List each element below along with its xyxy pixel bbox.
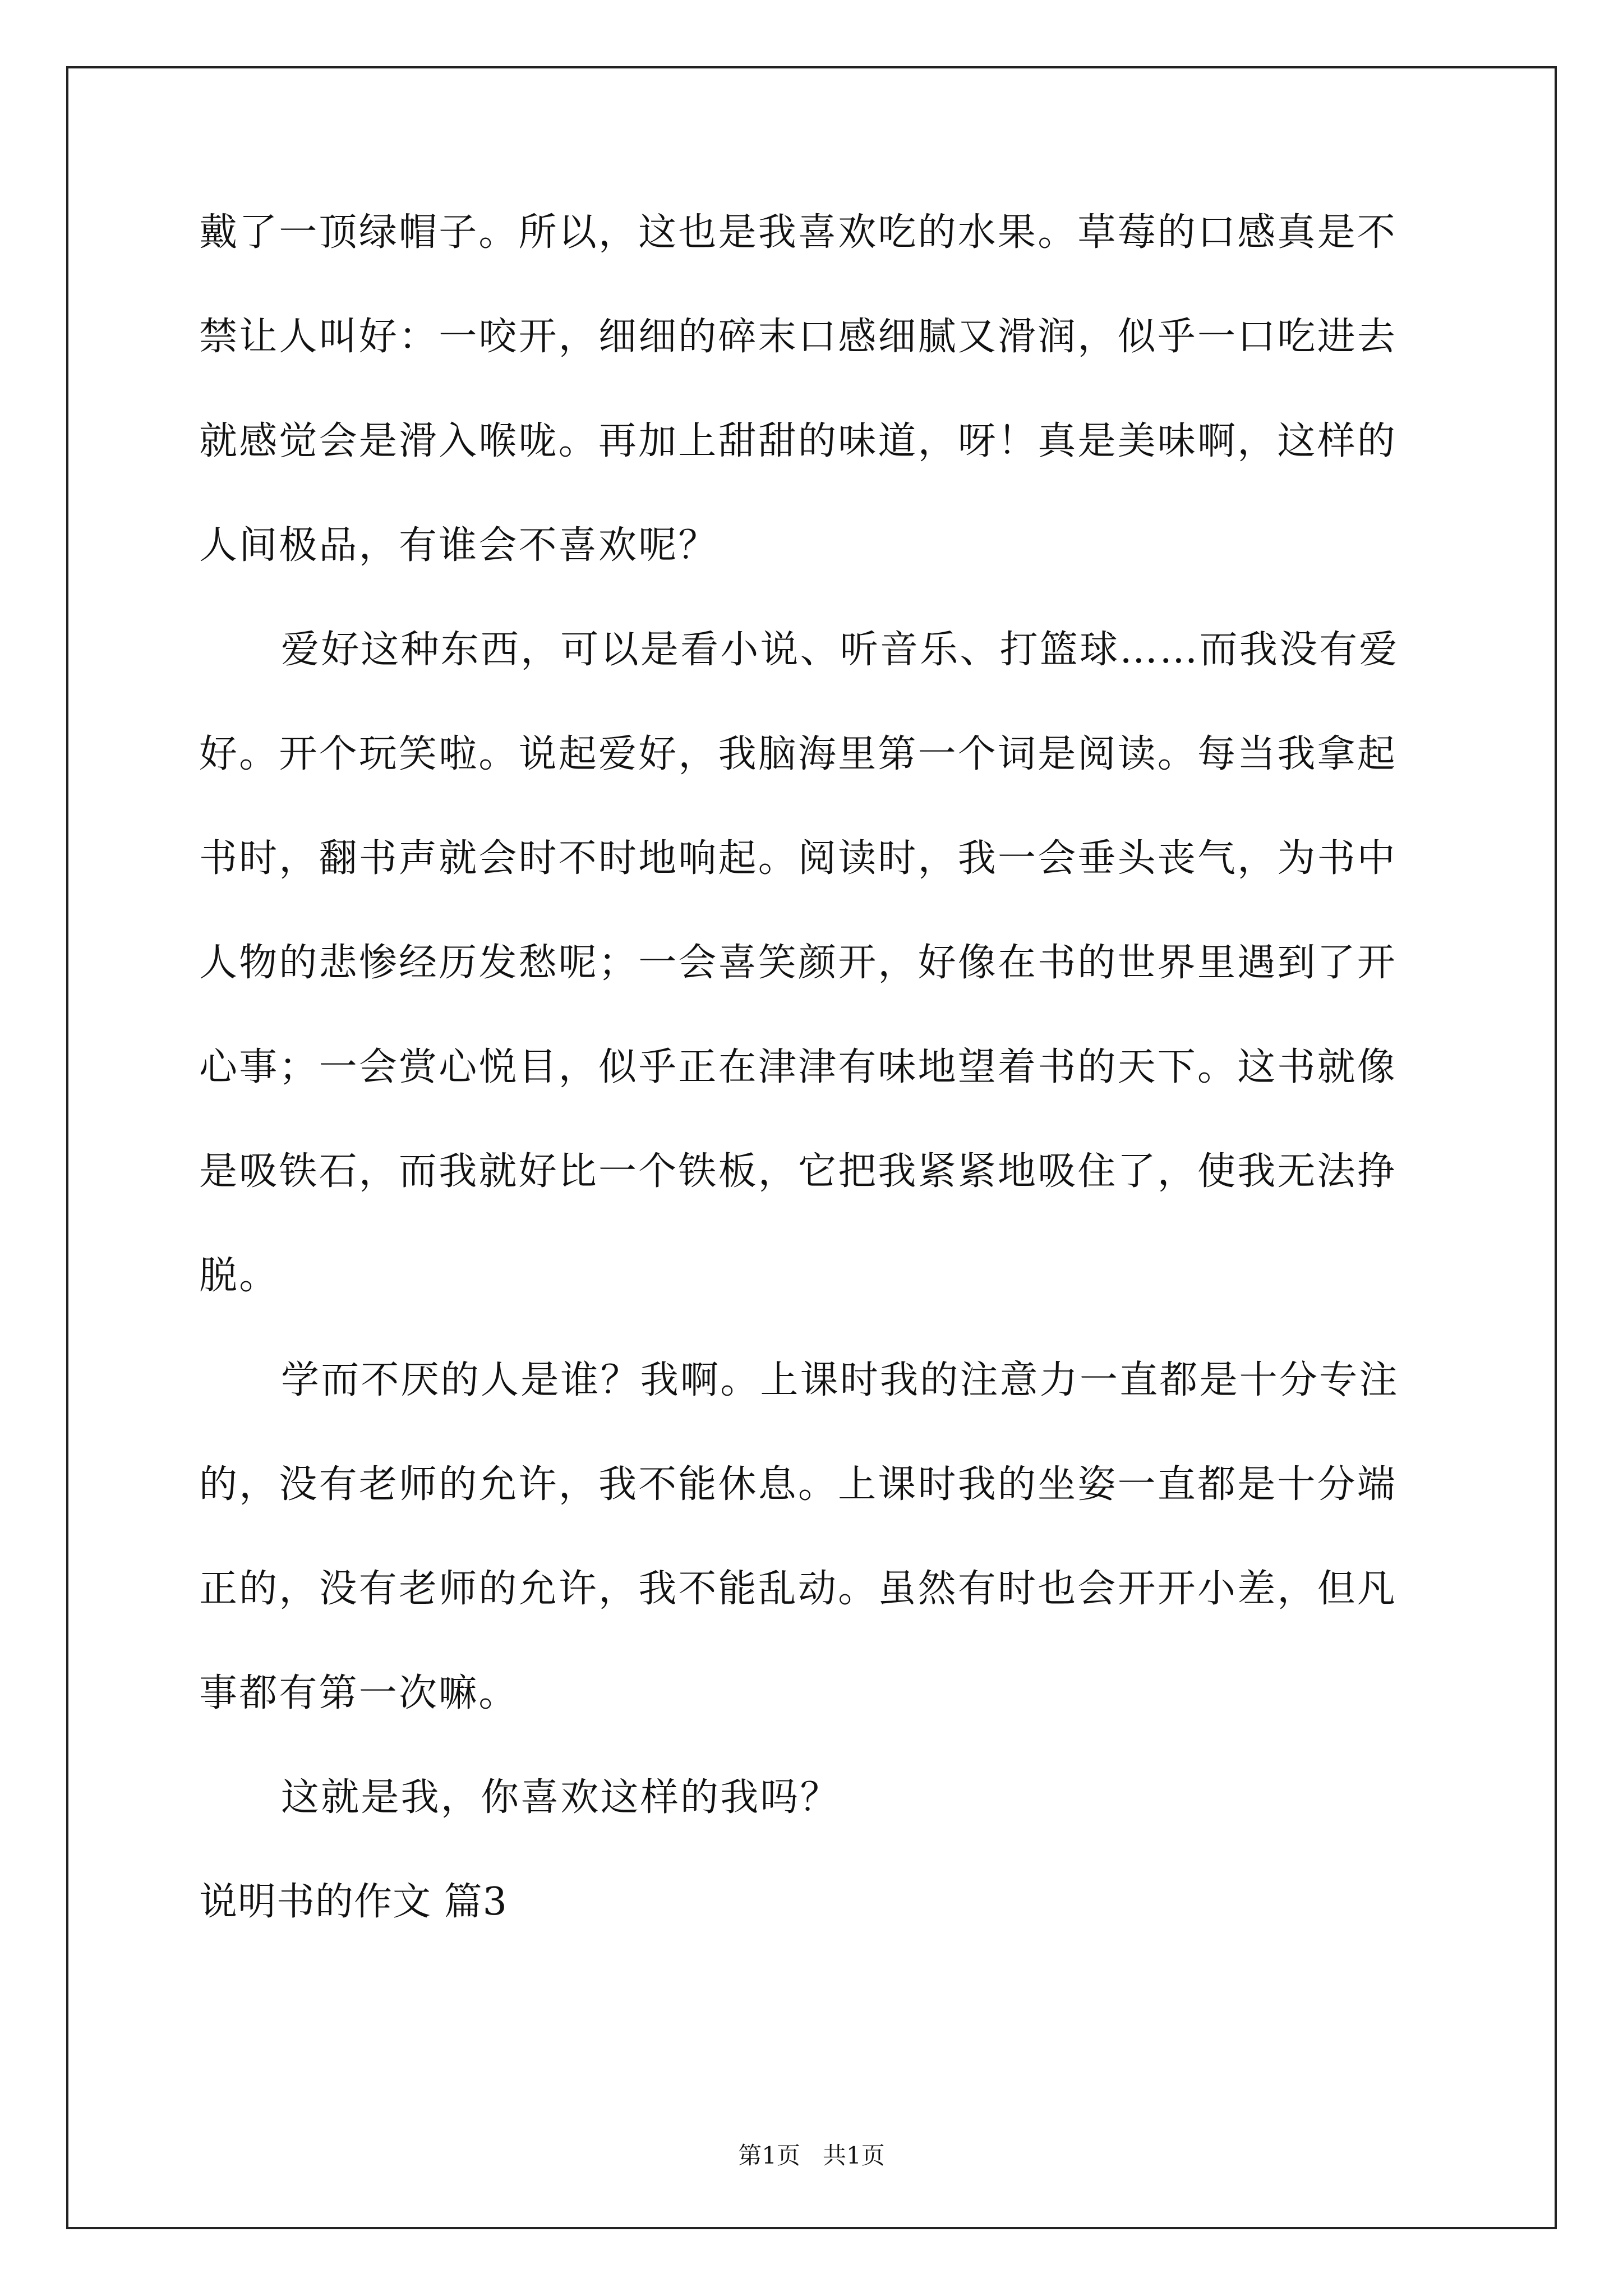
- body-line: 心事；一会赏心悦目，似乎正在津津有味地望着书的天下。这书就像: [199, 1045, 1398, 1089]
- body-line: 禁让人叫好：一咬开，细细的碎末口感细腻又滑润，似乎一口吃进去: [199, 315, 1398, 359]
- body-line: 就感觉会是滑入喉咙。再加上甜甜的味道，呀！真是美味啊，这样的: [199, 419, 1398, 463]
- body-line: 好。开个玩笑啦。说起爱好，我脑海里第一个词是阅读。每当我拿起: [199, 732, 1398, 776]
- body-line: 事都有第一次嘛。: [199, 1671, 519, 1715]
- body-line: 人间极品，有谁会不喜欢呢？: [199, 523, 718, 568]
- body-line: 人物的悲惨经历发愁呢；一会喜笑颜开，好像在书的世界里遇到了开: [199, 941, 1398, 985]
- paragraph-first-line: 这就是我，你喜欢这样的我吗？: [281, 1775, 840, 1820]
- paragraph-first-line: 爱好这种东西，可以是看小说、听音乐、打篮球……而我没有爱: [281, 628, 1399, 672]
- body-line: 正的，没有老师的允许，我不能乱动。虽然有时也会开开小差，但凡: [199, 1567, 1398, 1611]
- body-line: 是吸铁石，而我就好比一个铁板，它把我紧紧地吸住了，使我无法挣: [199, 1149, 1398, 1194]
- section-title: 说明书的作文 篇3: [199, 1880, 508, 1924]
- body-line: 戴了一顶绿帽子。所以，这也是我喜欢吃的水果。草莓的口感真是不: [199, 210, 1398, 255]
- body-line: 脱。: [199, 1254, 279, 1298]
- page-number-footer: 第1页 共1页: [738, 2142, 885, 2169]
- body-line: 的，没有老师的允许，我不能休息。上课时我的坐姿一直都是十分端: [199, 1462, 1398, 1507]
- body-line: 书时，翻书声就会时不时地响起。阅读时，我一会垂头丧气，为书中: [199, 836, 1398, 881]
- paragraph-first-line: 学而不厌的人是谁？我啊。上课时我的注意力一直都是十分专注: [281, 1358, 1399, 1402]
